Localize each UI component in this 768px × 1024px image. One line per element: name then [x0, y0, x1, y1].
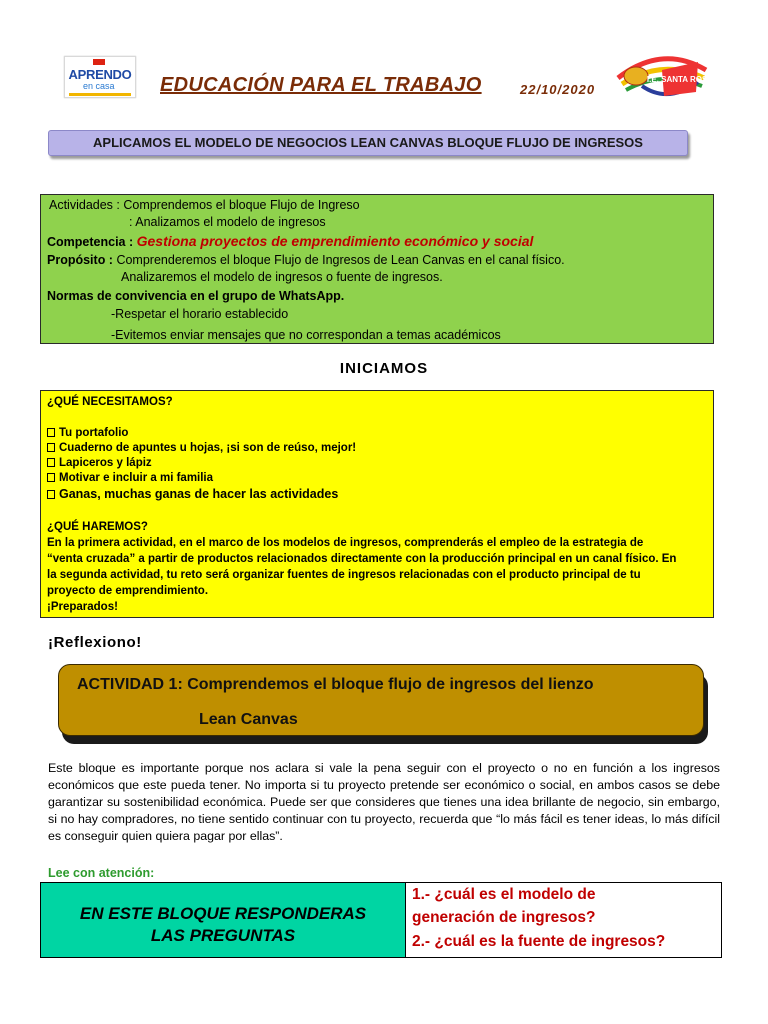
plan-line: ¡Preparados!: [47, 601, 118, 613]
activity-1: Comprendemos el bloque Flujo de Ingreso: [123, 198, 360, 212]
needs-item: [47, 426, 128, 440]
needs-item-text: Motivar e incluir a mi familia: [59, 472, 214, 484]
needs-item: [47, 456, 152, 470]
needs-item: [47, 441, 356, 455]
needs-item-text: Ganas, muchas ganas de hacer las actividades: [59, 487, 339, 501]
norm-1: -Respetar el horario establecido: [111, 307, 289, 321]
needs-item-text: Cuaderno de apuntes u hojas, ¡si son de reúso, mejor!: [59, 442, 357, 454]
needs-item-text: Lapiceros y lápiz: [59, 457, 152, 469]
school-logo: [612, 48, 712, 108]
purpose-1: Comprenderemos el bloque Flujo de Ingresos de Lean Canvas en el canal físico.: [116, 253, 565, 267]
checkbox-icon: [47, 458, 55, 467]
competence-label: Competencia :: [47, 235, 137, 249]
competence-line: [47, 234, 533, 250]
questions-left-line2: LAS PREGUNTAS: [150, 926, 296, 945]
purpose-2: Analizaremos el modelo de ingresos o fuente de ingresos.: [121, 270, 443, 284]
page-date: 22/10/2020: [520, 82, 596, 97]
checkbox-icon: [47, 428, 55, 437]
activities-line: [49, 198, 360, 213]
purpose-line: [47, 253, 565, 268]
read-carefully-label: Lee con atención:: [48, 866, 155, 880]
questions-left-line1: EN ESTE BLOQUE RESPONDERAS: [79, 904, 367, 923]
activity-title-line2: Lean Canvas: [199, 711, 298, 728]
needs-heading: ¿QUÉ NECESITAMOS?: [47, 396, 173, 408]
lesson-banner: [48, 130, 688, 156]
needs-box: [40, 390, 714, 618]
questions-table-right-cell: [406, 883, 721, 957]
activity-box: [58, 664, 704, 736]
activity-title-line1: ACTIVIDAD 1: Comprendemos el bloque flujo de ingresos del lienzo: [77, 676, 594, 693]
questions-table: [40, 882, 722, 958]
question-2: 2.- ¿cuál es la fuente de ingresos?: [412, 933, 666, 950]
purpose-label: Propósito :: [47, 253, 117, 267]
school-crest-icon: [612, 48, 712, 108]
competence-value: Gestiona proyectos de emprendimiento económico y social: [136, 233, 534, 249]
checkbox-icon: [47, 443, 55, 452]
checkbox-icon: [47, 490, 55, 499]
flag-icon: [93, 59, 105, 65]
banner-text: APLICAMOS EL MODELO DE NEGOCIOS LEAN CANVAS BLOQUE FLUJO DE INGRESOS: [93, 135, 643, 150]
logo-left-subtitle: en casa: [83, 81, 115, 91]
question-1-line1: 1.- ¿cuál es el modelo de: [412, 886, 596, 903]
page-title: EDUCACIÓN PARA EL TRABAJO: [160, 74, 482, 96]
logo-left-title: APRENDO: [68, 67, 132, 82]
norm-2: -Evitemos enviar mensajes que no correspondan a temas académicos: [111, 328, 501, 342]
checkbox-icon: [47, 473, 55, 482]
plan-line: la segunda actividad, tu reto será organizar fuentes de ingresos relacionadas con el producto principal de tu: [47, 569, 641, 581]
needs-item-text: Tu portafolio: [59, 427, 129, 439]
activity-2: : Analizamos el modelo de ingresos: [129, 215, 326, 229]
reflexiono-heading: ¡Reflexiono!: [48, 634, 142, 651]
logo-left-bar: [69, 93, 131, 96]
school-logo-text: I.E. SANTA ROSA: [646, 75, 712, 84]
objectives-box: [40, 194, 714, 344]
body-paragraph: Este bloque es importante porque nos aclara si vale la pena seguir con el proyecto o no en función a los ingresos económicos que este pueda tener. No importa si tu proyecto pretende ser económico o social, en ambos casos se debe garantizar su sostenibilidad económica. Puede ser que consideres que tienes una idea brillante de negocio, sin embargo, si no hay compradores, no tiene sentido continuar con tu proyecto, recuerda que “lo más fácil es tener ideas, lo más difícil es conseguir quien quiera pagar por ellas”.: [48, 761, 720, 843]
plan-line: proyecto de emprendimiento.: [47, 585, 209, 597]
activities-label: Actividades :: [49, 198, 124, 212]
section-title: INICIAMOS: [339, 360, 429, 377]
plan-line: “venta cruzada” a partir de productos relacionados directamente con la producción principal en un canal físico. En: [47, 553, 677, 565]
question-1-line2: generación de ingresos?: [412, 909, 596, 926]
norms-label: Normas de convivencia en el grupo de WhatsApp.: [47, 289, 345, 303]
questions-table-left-cell: [41, 883, 406, 957]
plan-line: En la primera actividad, en el marco de los modelos de ingresos, comprenderás el empleo de la estrategia de: [47, 537, 644, 549]
needs-item: [47, 487, 338, 501]
aprendo-en-casa-logo: [64, 56, 136, 98]
plan-heading: ¿QUÉ HAREMOS?: [47, 521, 148, 533]
needs-item: [47, 471, 213, 485]
